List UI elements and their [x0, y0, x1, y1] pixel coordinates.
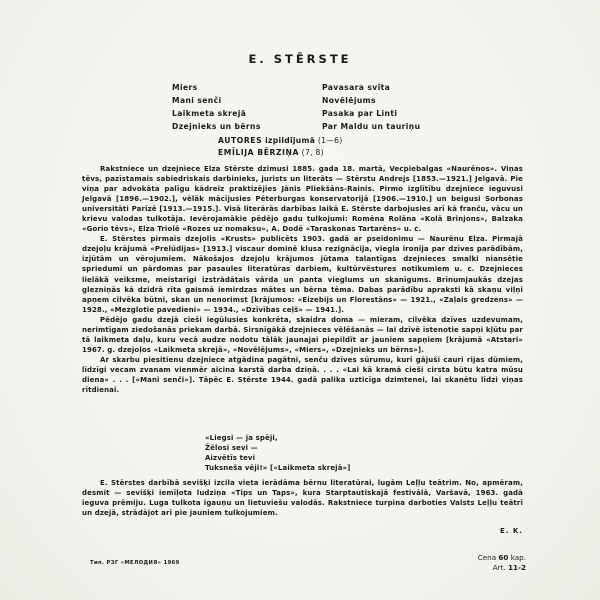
paragraph: E. Stērstes pirmais dzejolis «Krusts» publicēts 1903. gadā ar pseidonimu — Naurēnu Elza. Pirmajā dzejoļu krājumā «Prelūdijas» [1913.] viscaur dominē klusa rezignācija, viegla ironija par dzīves parādībām, izjūtām un vērojumiem. Nākošajos dzejoļu krājumos jūtama talantīgas dzejnieces smalki niansētie spriedumi un pārdomas par pasaules literatūras darbiem, kultūrvēstures notikumiem u. c. Dzejnieces lielākā veiksme, meistarīgi izstrādātais vārda un panta vieglums un skanīgums. Brīnumjaukās dzejas glezniņās kā dzidrā rīta gaismā iemirdzas mātes un bērna tēma. Dabas parādību apraksti kā skaņu viļņi apņem cilvēka būtni, skan un nenorimst [krājumos: «Eizebijs un Florestāns» — 1921., «Zaļais gredzens» — 1928., «Mezglotie pavedieni» — 1934., «Dzīvības ceļš» — 1941.]. [82, 235, 523, 314]
poem-quote [205, 433, 351, 473]
printer-imprint: Тип. РЗГ «МЕЛОДИЯ» 1969 [90, 560, 180, 566]
track-item: Mani senči [172, 96, 222, 105]
author-signature: E. K. [500, 527, 523, 535]
track-item: Novēlējums [322, 96, 376, 105]
track-item: Pavasara svīta [322, 83, 391, 92]
paragraph: Pēdējo gadu dzejā cieši iegūlusies konkrēta, skaidra doma — mieram, cilvēka dzīves uzdevumam, nerimtīgam ziedošanās priekam darbā. Sirsnīgākā dzejnieces vēlēšanās — lai dzīvē īstenotie sapņi kļūtu par tā laikmeta daļu, kuru vecā audze nodotu tālāk jaunajai piepildīt ar jauniem sapņiem [krājumā «Atstari» 1967. g. dzejoļos «Laikmeta skrejā», «Novēlējums», «Miers», «Dzejnieks un bērns»]. [82, 315, 523, 354]
performer-credit: AUTORES izpildījumā (1—6) [218, 136, 343, 145]
track-item: Pasaka par Linti [322, 109, 398, 118]
track-item: Miers [172, 83, 198, 92]
closing-notes [82, 478, 523, 518]
poem-line: Aizvētīs tevi [205, 454, 256, 463]
poem-line: Tuksneša vēji!» [«Laikmeta skrejā»] [205, 464, 351, 473]
paragraph: E. Stērstes darbībā sevišķi izcila vieta ierādāma bērnu literatūrai, lugām Leļļu teātrim. No, apmēram, desmit — sevišķi iemīļota ludziņa «Tips un Taps», kura Starptautiskajā festivālā, Varšavā, 1963. gadā ieguva prēmiju. Luga tulkota igauņu un lietuviešu valodās. Rakstniece turpina darboties Valsts Leļļu teātrī un dzejā, strādājot arī pie jauniem tulkojumiem. [82, 479, 523, 518]
price-block [430, 553, 526, 573]
performer-credit: EMĪLIJA BĒRZIŅA (7, 8) [218, 148, 324, 157]
article-line: Art. 11-2 [492, 563, 526, 572]
track-column-right [322, 81, 420, 133]
paragraph: Rakstniece un dzejniece Elza Stērste dzimusi 1885. gada 18. martā, Vecpiebalgas «Naurēnos». Viņas tēvs, pazīstamais sabiedriskais darbinieks, jurists un literāts — Stērstu Andrejs [1853.—1921.] Jelgavā. Pie viņa par advokāta palīgu kādreiz praktizējies Jānis Pliekšāns-Rainis. Pirmo izglītību dzejniece ieguvusi Jelgavā [1896.—1902.], vēlāk mācījusies Pēterburgas konservatorijā [1906.—1910.] un beigusi Sorbonas universitāti Parīzē [1913.—1915.]. Visā literārās darbības laikā E. Stērste darbojusies arī kā franču, vācu un krievu valodas tulkotāja. Ievērojamākie pēdējo gadu tulkojumi: Romēna Rolāna «Kolā Brinjons», Balzaka «Gorio tēvs», Elza Triolē «Rozes uz nomaksu», A. Dodē «Taraskonas Tartarēns» u. c. [82, 165, 523, 234]
paragraph: Ar skarbu piesitienu dzejniece atgādina pagātni, senču dzīves sūrumu, kuri gājuši cauri rijas dūmiem, līdzīgi vecam zvanam vienmēr aicina karstā darba dziņā. . . . «Lai kā kramā cieši cirsta būtu katra mūsu diena» . . . [«Mani senči»]. Tāpēc E. Stērste 1944. gadā palika uzticīga dzimtenei, lai skanētu līdzi viņas rītdienai. [82, 355, 523, 395]
track-item: Laikmeta skrejā [172, 109, 247, 118]
track-item: Par Maldu un tauriņu [322, 122, 421, 131]
liner-notes [82, 164, 523, 395]
performer-credits [218, 135, 343, 159]
poem-line: «Liegsi — ja spēji, [205, 434, 278, 442]
price-line: Cena 60 kap. [477, 553, 526, 562]
artist-title: E. STĒRSTE [248, 52, 352, 66]
track-item: Dzejnieks un bērns [172, 122, 261, 131]
poem-line: Žēlosi sevi — [205, 444, 258, 453]
track-column-left [172, 81, 261, 133]
